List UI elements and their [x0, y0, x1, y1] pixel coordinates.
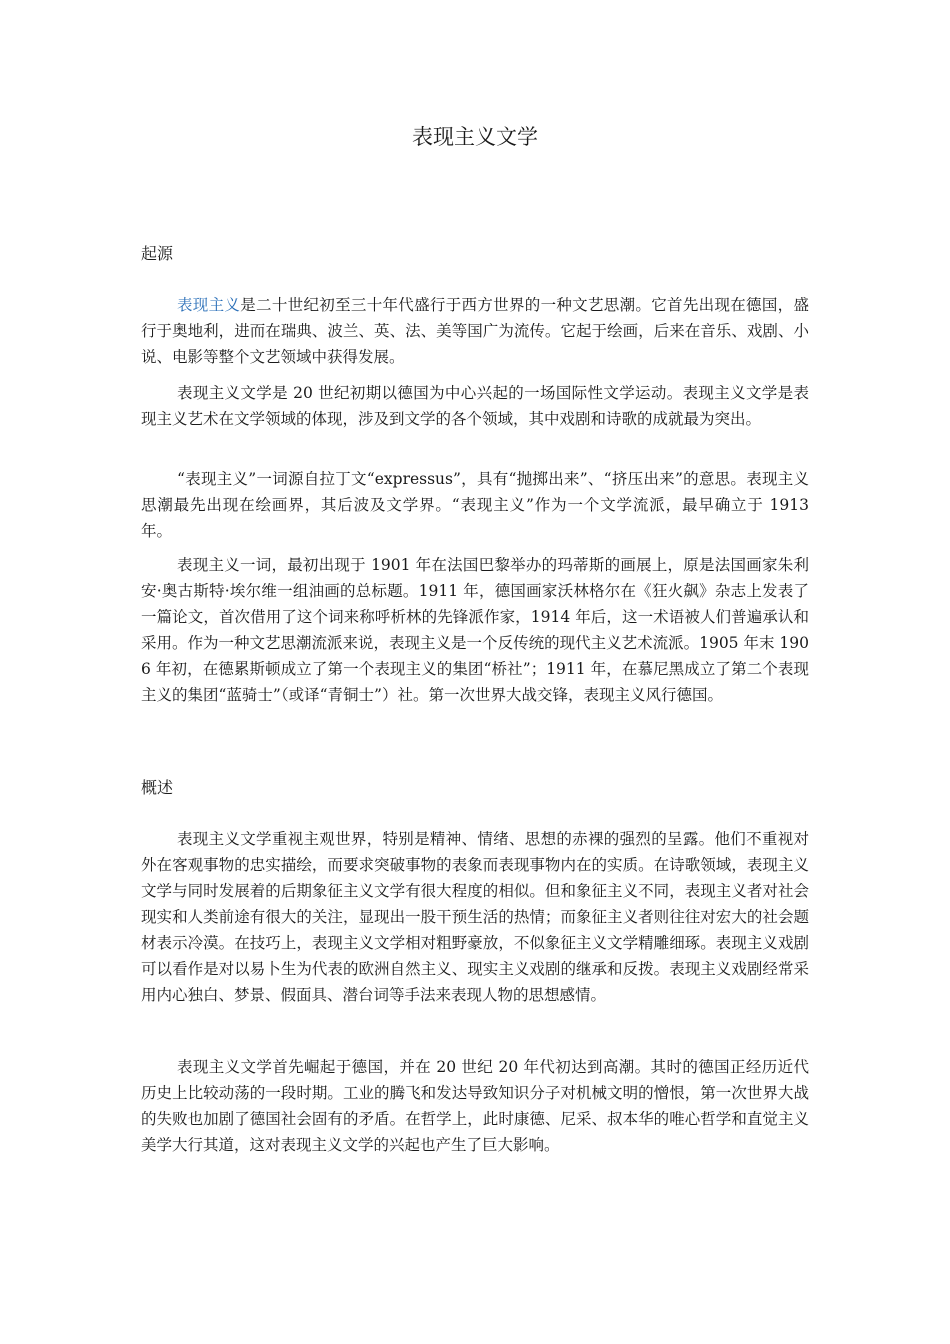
overview-paragraph-1: 表现主义文学重视主观世界，特别是精神、情绪、思想的赤裸的强烈的呈露。他们不重视对外在客观事物的忠实描绘，而要求突破事物的表象而表现事物内在的实质。在诗歌领域，表现主义文学与同时发展着的后期象征主义文学有很大程度的相似。但和象征主义不同，表现主义者对社会现实和人类前途有很大的关注，显现出一股干预生活的热情；而象征主义者则往往对宏大的社会题材表示冷漠。在技巧上，表现主义文学相对粗野豪放，不似象征主义文学精雕细琢。表现主义戏剧可以看作是对以易卜生为代表的欧洲自然主义、现实主义戏剧的继承和反拨。表现主义戏剧经常采用内心独白、梦景、假面具、潜台词等手法来表现人物的思想感情。 [141, 830, 809, 1004]
origin-paragraph-1 [141, 292, 809, 370]
overview-paragraph-2: 表现主义文学首先崛起于德国，并在 20 世纪 20 年代初达到高潮。其时的德国正经历近代历史上比较动荡的一段时期。工业的腾飞和发达导致知识分子对机械文明的憎恨，第一次世界大战的失败也加剧了德国社会固有的矛盾。在哲学上，此时康德、尼采、叔本华的唯心哲学和直觉主义美学大行其道，这对表现主义文学的兴起也产生了巨大影响。 [141, 1058, 809, 1154]
origin-paragraph-2: 表现主义文学是 20 世纪初期以德国为中心兴起的一场国际性文学运动。表现主义文学是表现主义艺术在文学领域的体现，涉及到文学的各个领域，其中戏剧和诗歌的成就最为突出。 [141, 384, 809, 428]
section-heading-overview: 概述 [141, 778, 174, 797]
origin-paragraph-3: “表现主义”一词源自拉丁文“expressus”，具有“抛掷出来”、“挤压出来”的意思。表现主义思潮最先出现在绘画界，其后波及文学界。“表现主义”作为一个文学流派，最早确立于 1913 年。 [141, 470, 809, 540]
section-heading-origin: 起源 [141, 244, 174, 263]
expressionism-link[interactable]: 表现主义 [177, 296, 241, 314]
document-title: 表现主义文学 [412, 125, 538, 149]
origin-paragraph-1-text: 是二十世纪初至三十年代盛行于西方世界的一种文艺思潮。它首先出现在德国，盛行于奥地利，进而在瑞典、波兰、英、法、美等国广为流传。它起于绘画，后来在音乐、戏剧、小说、电影等整个文艺领域中获得发展。 [141, 296, 809, 366]
origin-paragraph-4: 表现主义一词，最初出现于 1901 年在法国巴黎举办的玛蒂斯的画展上，原是法国画家朱利安·奥古斯特·埃尔维一组油画的总标题。1911 年，德国画家沃林格尔在《狂火飙》杂志上发表了一篇论文，首次借用了这个词来称呼析林的先锋派作家，1914 年后，这一术语被人们普遍承认和采用。作为一种文艺思潮流派来说，表现主义是一个反传统的现代主义艺术流派。1905 年末 1906 年初，在德累斯顿成立了第一个表现主义的集团“桥社”；1911 年，在慕尼黑成立了第二个表现主义的集团“蓝骑士”（或译“青铜士”）社。第一次世界大战交锋，表现主义风行德国。 [141, 556, 809, 704]
